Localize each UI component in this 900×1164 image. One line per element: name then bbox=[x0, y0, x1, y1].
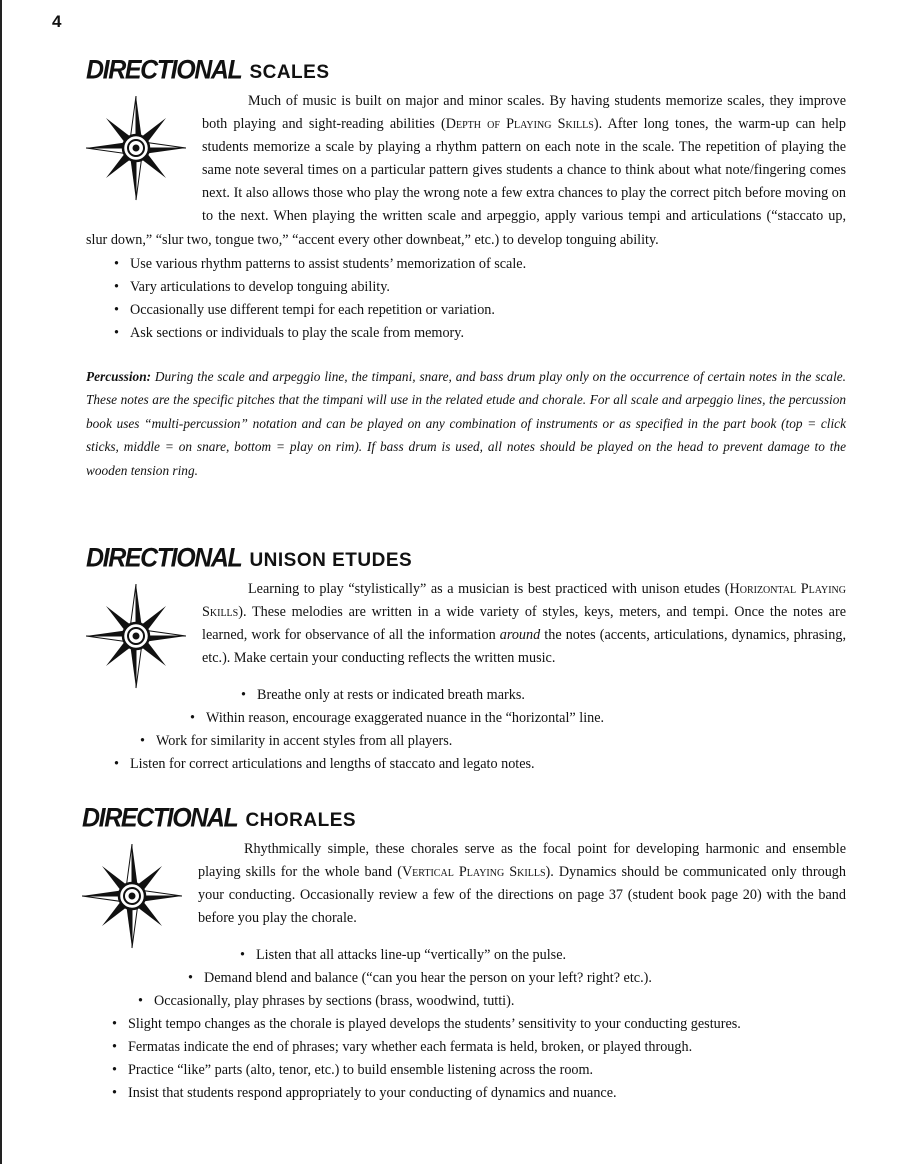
list-item: • Insist that students respond appropriately to your conducting of dynamics and nuance. bbox=[112, 1082, 846, 1105]
scales-paragraph: Much of music is built on major and minor scales. By having students memorize scales, they improve both playing and sight-reading abilities (Depth of Playing Skills). After long tones, the warm-up can help students memorize a scale by playing a rhythm pattern on each note in the scale. The repetition of playing the same note several times on a particular pattern gives students a chance to think about what note/fingering comes next. It also allows those who play the wrong note a few extra chances to play the correct pitch before moving on to the next. When playing the written scale and arpeggio, apply various tempi and articulations (“staccato up, slur down,” “slur two, tongue two,” “accent every other downbeat,” etc.) to develop tonguing ability. bbox=[86, 93, 846, 248]
heading-chorales: CHORALES bbox=[245, 810, 357, 831]
list-item: • Vary articulations to develop tonguing ability. bbox=[114, 276, 846, 299]
list-item: • Work for similarity in accent styles from all players. bbox=[140, 730, 846, 753]
list-item: • Use various rhythm patterns to assist students’ memorization of scale. bbox=[114, 253, 846, 276]
heading-directional: DIRECTIONAL bbox=[86, 542, 242, 574]
section-scales bbox=[86, 56, 846, 483]
small-caps-term: Horizontal Playing Skills bbox=[202, 581, 846, 621]
compass-rose-icon bbox=[86, 96, 194, 214]
list-item: • Occasionally, play phrases by sections (brass, woodwind, tutti). bbox=[138, 990, 846, 1013]
compass-rose-icon bbox=[86, 584, 194, 684]
list-item: • Practice “like” parts (alto, tenor, etc.) to build ensemble listening across the room. bbox=[112, 1059, 846, 1082]
chorales-paragraph: Rhythmically simple, these chorales serve as the focal point for developing harmonic and ensemble playing skills for the whole band (Vertical Playing Skills). Dynamics should be communicated only through your conducting. Occasionally review a few of the directions on page 37 (student book page 20) with the band before you play the chorale. bbox=[198, 841, 846, 927]
heading-scales: SCALES bbox=[249, 62, 330, 83]
scales-bullet-list bbox=[114, 253, 846, 345]
unison-etudes-paragraph: Learning to play “stylistically” as a musician is best practiced with unison etudes (Horizontal Playing Skills). These melodies are written in a wide variety of styles, keys, meters, and tempi. Once the notes are learned, work for observance of all the information around the notes (accents, articulations, dynamics, phrasing, etc.). Make certain your conducting reflects the written music. bbox=[202, 581, 846, 667]
small-caps-term: Vertical Playing Skills bbox=[401, 864, 546, 881]
compass-rose-icon bbox=[82, 844, 190, 944]
percussion-label: Percussion: bbox=[86, 368, 152, 384]
section-chorales bbox=[82, 804, 846, 1105]
list-item: • Within reason, encourage exaggerated nuance in the “horizontal” line. bbox=[190, 707, 846, 730]
unison-etudes-bullet-list bbox=[86, 684, 846, 776]
page-number: 4 bbox=[52, 12, 62, 31]
list-item: • Ask sections or individuals to play the scale from memory. bbox=[114, 322, 846, 345]
chorales-bullet-list bbox=[82, 944, 846, 1105]
section-unison-etudes bbox=[86, 544, 846, 776]
heading-directional: DIRECTIONAL bbox=[82, 802, 238, 834]
section-heading bbox=[86, 544, 846, 578]
list-item: • Demand blend and balance (“can you hear the person on your left? right? etc.). bbox=[188, 967, 846, 990]
list-item: • Breathe only at rests or indicated breath marks. bbox=[241, 684, 846, 707]
page-left-rule bbox=[0, 0, 2, 1164]
small-caps-term: Depth of Playing Skills bbox=[445, 116, 594, 133]
section-heading bbox=[86, 56, 846, 90]
list-item: • Listen that all attacks line-up “vertically” on the pulse. bbox=[240, 944, 846, 967]
heading-unison-etudes: UNISON ETUDES bbox=[249, 550, 413, 571]
percussion-note: Percussion: During the scale and arpeggio line, the timpani, snare, and bass drum play only on the occurrence of certain notes in the scale. These notes are the specific pitches that the timpani will use in the related etude and chorale. For all scale and arpeggio lines, the percussion book uses “multi-percussion” notation and can be played on any combination of instruments or as specified in the part book (top = click sticks, middle = on snare, bottom = play on rim). If bass drum is used, all notes should be played on the head to prevent damage to the wooden tension ring. bbox=[86, 368, 847, 479]
list-item: • Fermatas indicate the end of phrases; vary whether each fermata is held, broken, or played through. bbox=[112, 1036, 846, 1059]
list-item: • Occasionally use different tempi for each repetition or variation. bbox=[114, 299, 846, 322]
list-item: • Slight tempo changes as the chorale is played develops the students’ sensitivity to your conducting gestures. bbox=[112, 1013, 846, 1036]
section-heading bbox=[82, 804, 846, 838]
list-item: • Listen for correct articulations and lengths of staccato and legato notes. bbox=[114, 753, 846, 776]
heading-directional: DIRECTIONAL bbox=[86, 54, 242, 86]
